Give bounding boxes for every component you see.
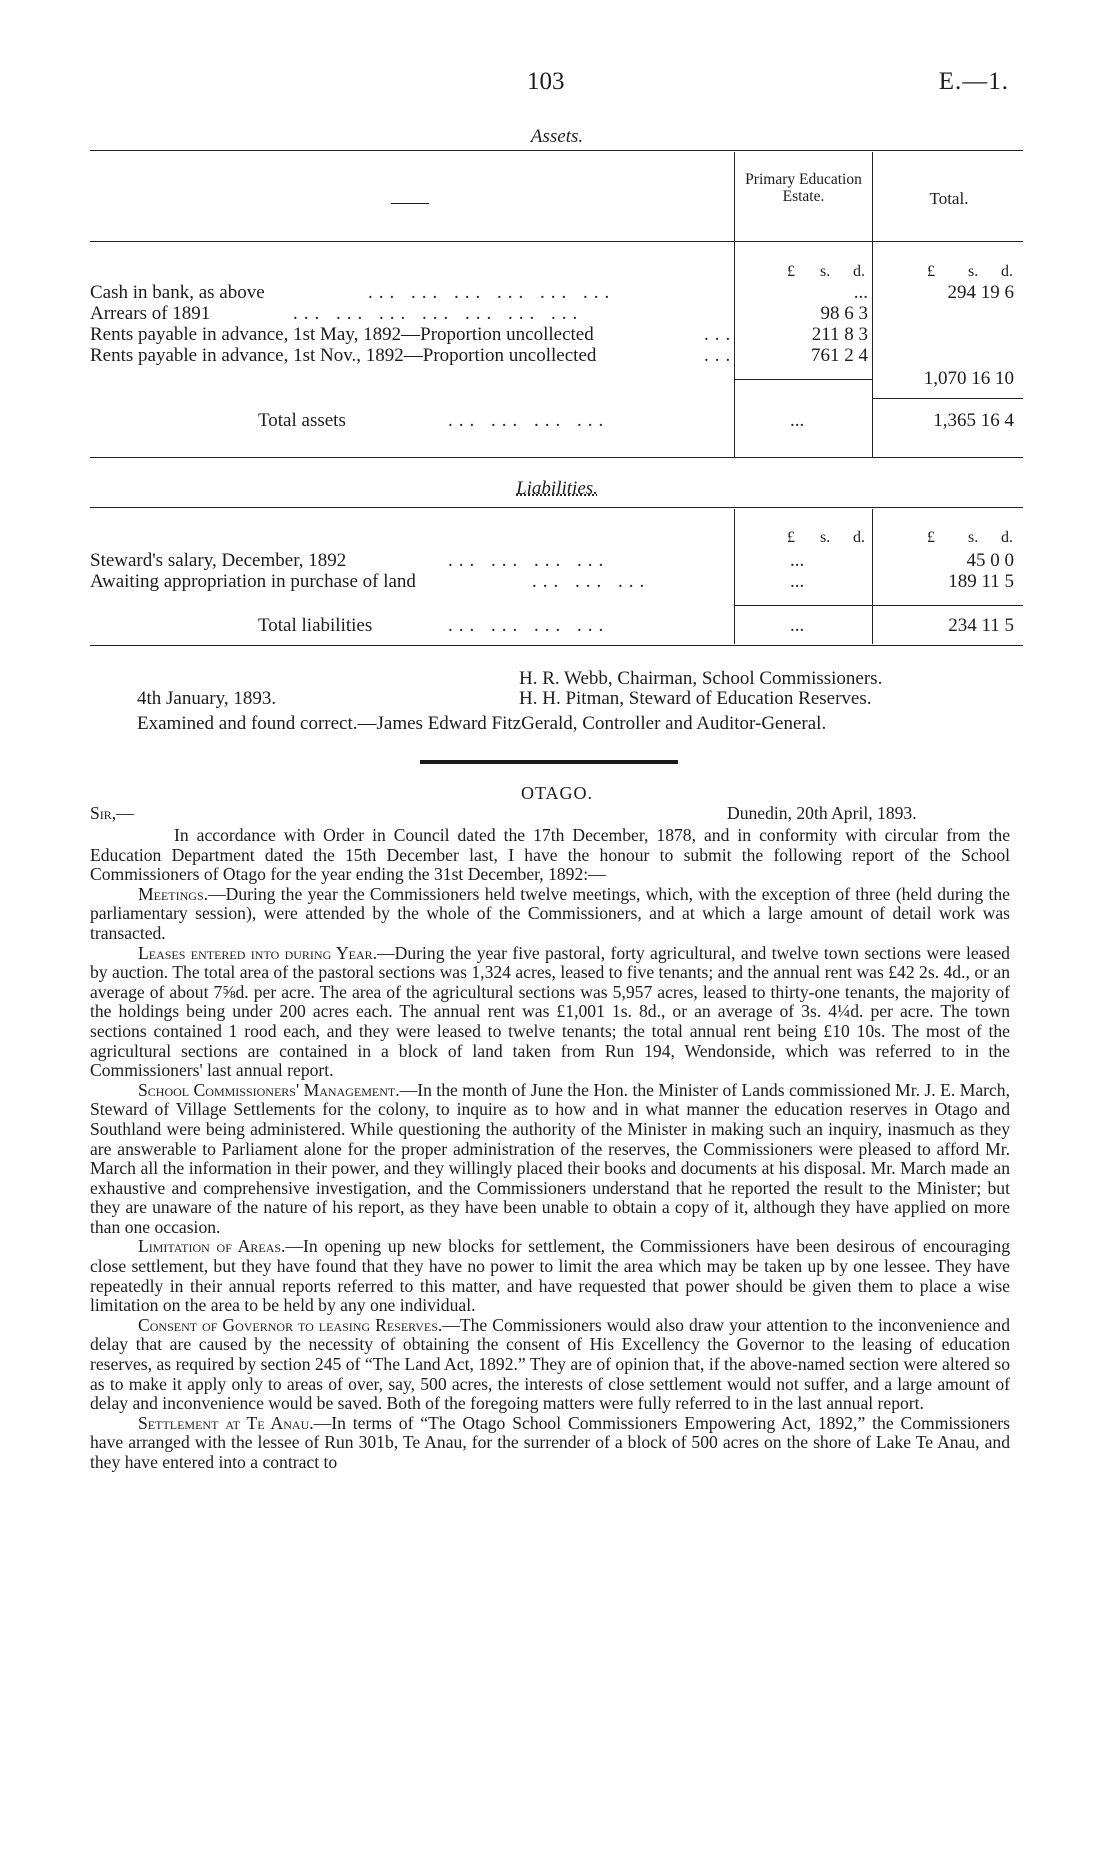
primary-pounds-unit: £ <box>787 263 795 280</box>
assets-header-rule <box>90 241 1023 242</box>
liability-row-total: 189 11 5 <box>948 571 1014 592</box>
asset-row-label: Cash in bank, as above <box>90 282 265 303</box>
total-assets-value: 1,365 16 4 <box>933 410 1014 431</box>
assets-total-header: Total. <box>929 189 969 208</box>
management-text: —In the month of June the Hon. the Minister of Lands commissioned Mr. J. E. March, Steward of Village Settlements for the colony, to inquire as to how and in what manner the education reserves in Otago and Southland were being administered. While questioning the authority of the Minister in making such an inquiry, inasmuch as they are answerable to Parliament alone for the proper administration of the reserves, the Commissioners were pleased to afford Mr. March all the information in their power, and they willingly placed their books and documents at his disposal. Mr. March made an exhaustive and comprehensive investigation, and the Commissioners understand that he reported the result to the Minister; but they are unaware of the nature of his report, as they have been unable to obtain a copy of it, although they have applied on more than one occasion. <box>90 1079 1011 1237</box>
total-pence-unit: d. <box>1001 263 1013 280</box>
letter-body <box>90 826 1010 1473</box>
liability-row-label: Steward's salary, December, 1892 <box>90 550 347 571</box>
leases-paragraph <box>90 944 1010 1081</box>
assets-dash-header: —— <box>391 192 429 213</box>
section-separator <box>420 760 678 764</box>
primary-subtotal-rule <box>734 379 873 380</box>
page-number: 103 <box>527 68 565 95</box>
liability-row-primary: ... <box>790 571 805 592</box>
auditor-certification: Examined and found correct.—James Edward FitzGerald, Controller and Auditor-General. <box>137 713 827 734</box>
primary-pounds-unit: £ <box>787 529 795 546</box>
limitation-heading: Limitation of Areas. <box>138 1236 286 1257</box>
primary-pence-unit: d. <box>853 263 865 280</box>
asset-row-primary: 211 8 3 <box>811 324 868 345</box>
salutation: Sir,— <box>90 803 134 823</box>
liability-row-leader: ... ... ... ... <box>448 550 610 571</box>
settlement-paragraph <box>90 1414 1010 1473</box>
management-paragraph <box>90 1081 1010 1238</box>
meetings-paragraph <box>90 885 1010 944</box>
total-liabilities-leader: ... ... ... ... <box>448 615 610 636</box>
signature-chairman: H. R. Webb, Chairman, School Commissioners. <box>519 668 883 689</box>
total-shillings-unit: s. <box>968 263 979 280</box>
consent-text: —The Commissioners would also draw your attention to the inconvenience and delay that are caused by the necessity of obtaining the consent of His Excellency the Governor to the leasing of education reserves, as required by section 245 of “The Land Act, 1892.” They are of opinion that, if the above-named section were altered so as to make it apply only to areas of over, say, 500 acres, the interests of close settlement would not suffer, and a large amount of delay and inconvenience would be saved. Both of the foregoing matters were fully referred to in the last annual report. <box>90 1314 1010 1414</box>
total-liabilities-value: 234 11 5 <box>948 615 1014 636</box>
asset-row-primary: 98 6 3 <box>820 303 868 324</box>
liabilities-bottom-rule <box>90 645 1023 646</box>
assets-col-divider-1 <box>734 152 735 457</box>
total-pounds-unit: £ <box>927 529 935 546</box>
asset-row-primary: 761 2 4 <box>811 345 868 366</box>
liability-row-total: 45 0 0 <box>966 550 1014 571</box>
asset-row-primary: ... <box>853 282 868 303</box>
primary-shillings-unit: s. <box>820 263 831 280</box>
management-heading: School Commissioners' Management. <box>138 1079 400 1100</box>
leases-text: —During the year five pastoral, forty agricultural, and twelve town sections were leased by auction. The total area of the pastoral sections was 1,324 acres, leased to five tenants; and the annual rent was £42 2s. 4d., or an average of about 7⅝d. per acre. The area of the agricultural sections was 5,957 acres, leased to thirty-one tenants, the majority of the holdings being under 200 acres each. The annual rent was £1,001 1s. 8d., or an average of 3s. 4¼d. per acre. The town sections contained 1 rood each, and they were leased to twelve tenants; the total annual rent being £10 10s. The most of the agricultural sections are contained in a block of land taken from Run 194, Wendonside, which was referred to in the Commissioners' last annual report. <box>90 942 1010 1081</box>
consent-paragraph <box>90 1316 1010 1414</box>
total-assets-label: Total assets <box>258 410 346 431</box>
total-assets-leader: ... ... ... ... <box>448 410 610 431</box>
meetings-heading: Meetings. <box>138 883 209 904</box>
liabilities-col-divider-2 <box>872 509 873 644</box>
assets-col-divider-2 <box>872 152 873 457</box>
primary-shillings-unit: s. <box>820 529 831 546</box>
assets-heading: Assets. <box>530 126 584 147</box>
liabilities-col-divider-1 <box>734 509 735 644</box>
asset-row-total: 294 19 6 <box>947 282 1014 303</box>
asset-row-leader: ... ... ... ... ... ... ... <box>293 303 584 324</box>
assets-top-rule <box>90 150 1023 151</box>
liability-row-leader: ... ... ... <box>532 571 651 592</box>
asset-row-leader: ... <box>704 324 737 345</box>
liability-row-primary: ... <box>790 550 805 571</box>
total-liabilities-primary: ... <box>790 615 805 636</box>
leases-heading: Leases entered into during Year. <box>138 942 378 963</box>
signature-steward: H. H. Pitman, Steward of Education Reserves. <box>519 688 872 709</box>
asset-row-leader: ... ... ... ... ... ... <box>368 282 616 303</box>
settlement-text: —In terms of “The Otago School Commissioners Empowering Act, 1892,” the Commissioners have arranged with the lessee of Run 301b, Te Anau, for the surrender of a block of 500 acres on the shore of Lake Te Anau, and they have entered into a contract to <box>90 1412 1010 1472</box>
liability-row-label: Awaiting appropriation in purchase of land <box>90 571 416 592</box>
liabilities-subtotal-rule <box>734 605 1023 606</box>
total-pounds-unit: £ <box>927 263 935 280</box>
total-pence-unit: d. <box>1001 529 1013 546</box>
total-subtotal-rule <box>872 398 1023 399</box>
limitation-text: —In opening up new blocks for settlement, the Commissioners have been desirous of encouraging close settlement, but they have found that they have no power to limit the area which may be taken up by one lessee. They have repeatedly in their annual reports referred to this matter, and have requested that power should be given them to place a wise limitation on the area to be held by any one individual. <box>90 1236 1010 1316</box>
assets-bottom-rule <box>90 457 1023 458</box>
assets-subtotal: 1,070 16 10 <box>923 368 1014 389</box>
place-date: Dunedin, 20th April, 1893. <box>727 803 917 823</box>
asset-row-leader: ... <box>704 345 737 366</box>
section-title: OTAGO. <box>520 783 594 803</box>
report-reference: E.—1. <box>938 68 1009 95</box>
total-assets-primary: ... <box>790 410 805 431</box>
asset-row-label: Arrears of 1891 <box>90 303 211 324</box>
limitation-paragraph <box>90 1237 1010 1315</box>
assets-primary-header: Primary Education Estate. <box>745 171 862 205</box>
consent-heading: Consent of Governor to leasing Reserves. <box>138 1314 443 1335</box>
primary-pence-unit: d. <box>853 529 865 546</box>
signature-date: 4th January, 1893. <box>137 688 277 709</box>
asset-row-label: Rents payable in advance, 1st May, 1892—Proportion uncollected <box>90 324 594 345</box>
intro-paragraph: In accordance with Order in Council dated the 17th December, 1878, and in conformity with circular from the Education Department dated the 15th December last, I have the honour to submit the following report of the School Commissioners of Otago for the year ending the 31st December, 1892:— <box>90 825 1010 885</box>
meetings-text: —During the year the Commissioners held twelve meetings, which, with the exception of three (held during the parliamentary session), were attended by the whole of the Commissioners, and at which a large amount of detail work was transacted. <box>90 883 1010 943</box>
liabilities-heading: Liabilities. <box>516 478 598 499</box>
liabilities-top-rule <box>90 507 1023 508</box>
total-shillings-unit: s. <box>968 529 979 546</box>
settlement-heading: Settlement at Te Anau. <box>138 1412 314 1433</box>
asset-row-label: Rents payable in advance, 1st Nov., 1892—Proportion uncollected <box>90 345 597 366</box>
total-liabilities-label: Total liabilities <box>258 615 373 636</box>
